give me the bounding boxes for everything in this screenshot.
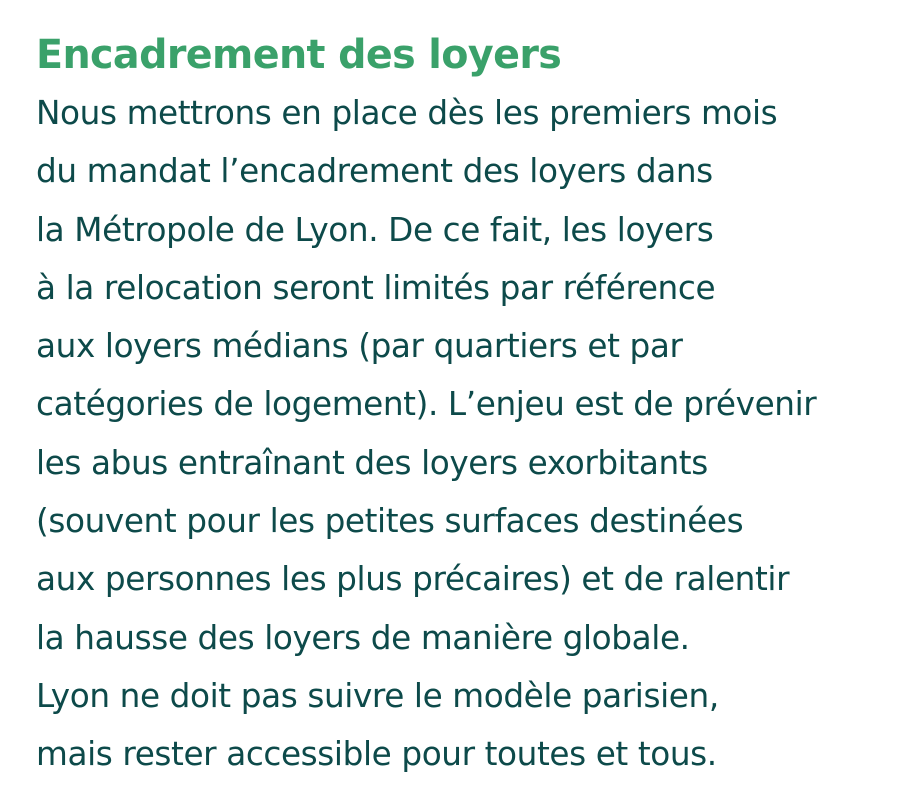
text-line: du mandat l’encadrement des loyers dans bbox=[36, 152, 713, 191]
text-line: à la relocation seront limités par référence bbox=[36, 268, 716, 307]
text-line: aux loyers médians (par quartiers et par bbox=[36, 327, 683, 366]
text-line: catégories de logement). L’enjeu est de prévenir bbox=[36, 385, 817, 424]
text-line: la hausse des loyers de manière globale. bbox=[36, 618, 690, 657]
text-line: Lyon ne doit pas suivre le modèle parisien, bbox=[36, 676, 719, 715]
body-paragraph bbox=[36, 84, 900, 784]
text-line: les abus entraînant des loyers exorbitants bbox=[36, 443, 708, 482]
text-line: aux personnes les plus précaires) et de ralentir bbox=[36, 560, 790, 599]
section-title: Encadrement des loyers bbox=[36, 32, 562, 78]
text-line: mais rester accessible pour toutes et tous. bbox=[36, 735, 717, 774]
text-line: la Métropole de Lyon. De ce fait, les loyers bbox=[36, 210, 714, 249]
text-line: (souvent pour les petites surfaces destinées bbox=[36, 502, 744, 541]
text-line: Nous mettrons en place dès les premiers mois bbox=[36, 94, 778, 132]
